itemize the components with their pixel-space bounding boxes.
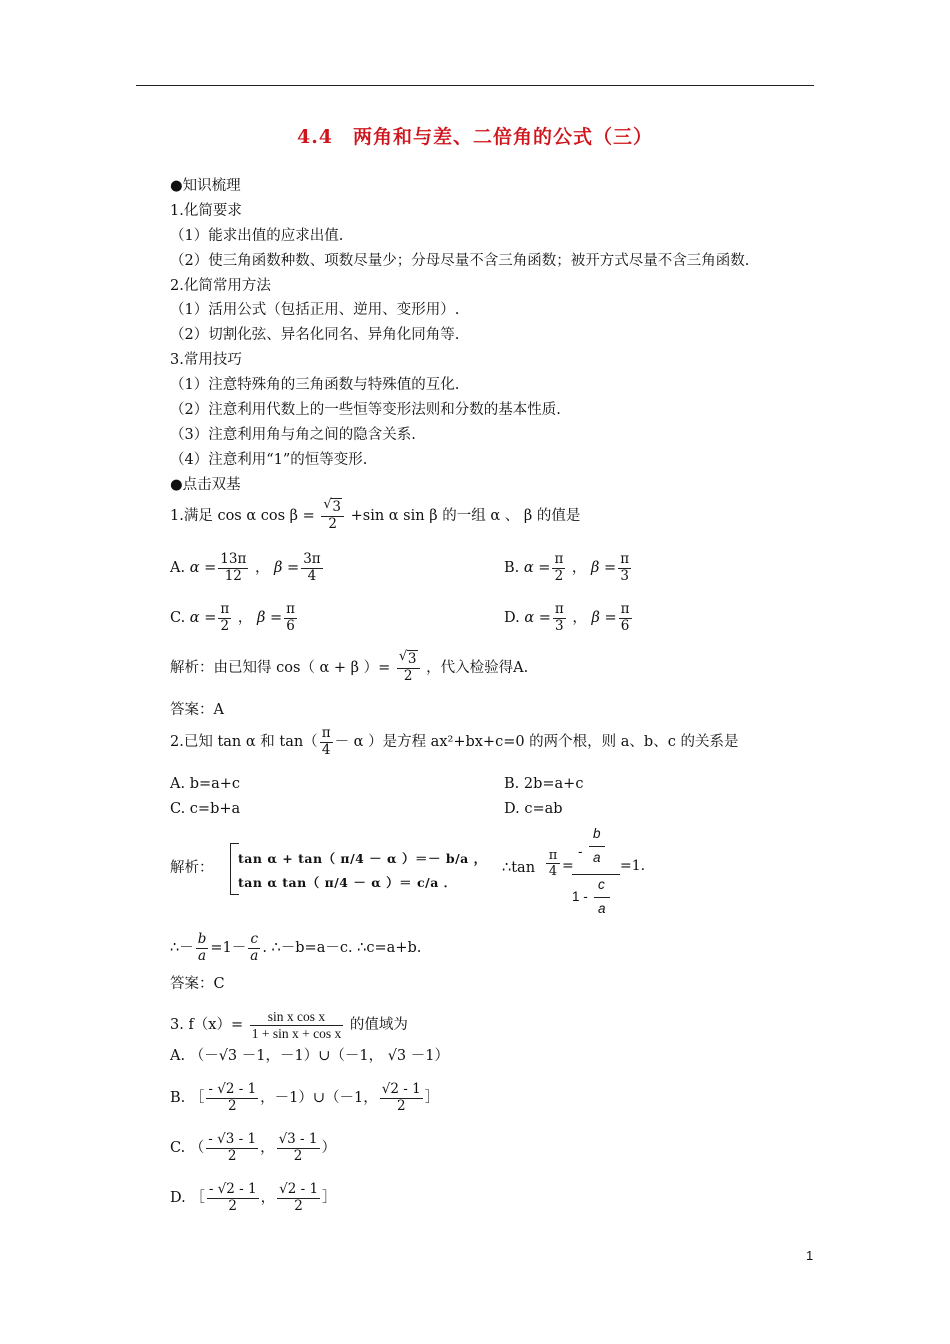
section-2-item-2: （2）切割化弦、异名化同名、异角化同角等.: [170, 327, 460, 343]
q3-option-b: B. ［ $\frac{- √2 - 1}{2}$ ，－1）∪（－1， $\frac{√2 - 1}{2}$ ］: [170, 1081, 440, 1114]
q2-stem: 2.已知 tan α 和 tan（ $\frac{\pi}{4}$ － α ）是方程 ax²+bx+c=0 的两个根，则 a、b、c 的关系是: [170, 725, 739, 758]
basics-heading: ●点击双基: [170, 477, 241, 493]
q1-analysis: 解析：由已知得 cos（ α + β ）= √ $\frac{3}{2}$ ，代入检验得A.: [170, 652, 528, 684]
q1-stem-pre: 1.满足 cos α cos β =: [170, 508, 315, 525]
q1-answer: 答案：A: [170, 702, 224, 718]
sqrt-symbol: √ 3: [323, 500, 342, 516]
q1-stem-fraction: √ $\frac{3}{2}$: [321, 500, 344, 532]
page-number: 1: [806, 1248, 814, 1263]
section-1-item-2: （2）使三角函数种数、项数尽量少；分母尽量不含三角函数；被开方式尽量不含三角函数.: [170, 253, 750, 269]
q2-eq-result: =1.: [620, 858, 646, 874]
section-3-item-2: （2）注意利用代数上的一些恒等变形法则和分数的基本性质.: [170, 402, 561, 418]
q1-option-c: C. α = $\frac{\pi}{2}$ ， β = $\frac{\pi}{6}$: [170, 601, 295, 634]
q2-system-eq-1: tan α + tan（ π/4 － α ）＝－ b/a ，: [238, 851, 487, 866]
section-3-item-1: （1）注意特殊角的三角函数与特殊值的互化.: [170, 377, 460, 393]
section-3-heading: 3.常用技巧: [170, 352, 242, 368]
header-rule: [136, 85, 814, 86]
q2-answer: 答案：C: [170, 976, 225, 992]
q2-pi-over-4: π 4: [546, 848, 560, 879]
section-3-item-4: （4）注意利用“1”的恒等变形.: [170, 452, 368, 468]
q1-option-a: A. α = $\frac{13\pi}{12}$ ， β = $\frac{3\pi}{4}$: [170, 551, 321, 584]
section-3-item-3: （3）注意利用角与角之间的隐含关系.: [170, 427, 416, 443]
q2-eq-sign: =: [562, 858, 574, 874]
q2-analysis-label: 解析：: [170, 860, 214, 876]
q2-tan-pi-4: ∴tan: [502, 860, 536, 876]
section-1-item-1: （1）能求出值的应求出值.: [170, 228, 344, 244]
q1-stem: [170, 500, 580, 532]
q2-option-c: C. c=b+a: [170, 801, 241, 817]
section-1-heading: 1.化简要求: [170, 203, 242, 219]
q2-option-a: A. b=a+c: [170, 776, 241, 792]
q3-option-a: A. （－√3 －1，－1）∪（－1， √3 －1）: [170, 1048, 449, 1064]
q1-stem-post: +sin α sin β 的一组 α 、 β 的值是: [350, 508, 581, 525]
q3-option-d: D. ［ $\frac{- √2 - 1}{2}$ ， $\frac{√2 - 1}{2}$ ］: [170, 1181, 337, 1214]
q2-compound-fraction: - b a 1 - c a: [572, 826, 620, 919]
q2-option-d: D. c=ab: [504, 801, 563, 817]
q2-system-eq-2: tan α tan（ π/4 － α ）＝ c/a ．: [238, 875, 457, 890]
page-title: 4.4 两角和与差、二倍角的公式（三）: [296, 126, 654, 148]
q3-stem: 3. f（x）= $\frac{\text{sin x cos x}}{\text{1 + sin x + cos x}}$ 的值域为: [170, 1009, 408, 1041]
section-2-item-1: （1）活用公式（包括正用、逆用、变形用）.: [170, 302, 460, 318]
q2-derivation: ∴－ $\frac{b}{a}$ =1－ $\frac{c}{a}$ . ∴－b=a－c. ∴c=a+b.: [170, 931, 422, 964]
section-2-heading: 2.化简常用方法: [170, 278, 271, 294]
q1-option-b: B. α = $\frac{\pi}{2}$ ， β = $\frac{\pi}{3}$: [504, 551, 630, 584]
knowledge-heading: ●知识梳理: [170, 178, 241, 194]
q1-option-d: D. α = $\frac{\pi}{3}$ ， β = $\frac{\pi}{6}$: [504, 601, 630, 634]
q2-option-b: B. 2b=a+c: [504, 776, 584, 792]
q3-option-c: C. （ $\frac{- √3 - 1}{2}$ ， $\frac{√3 - 1}{2}$ ）: [170, 1131, 337, 1164]
